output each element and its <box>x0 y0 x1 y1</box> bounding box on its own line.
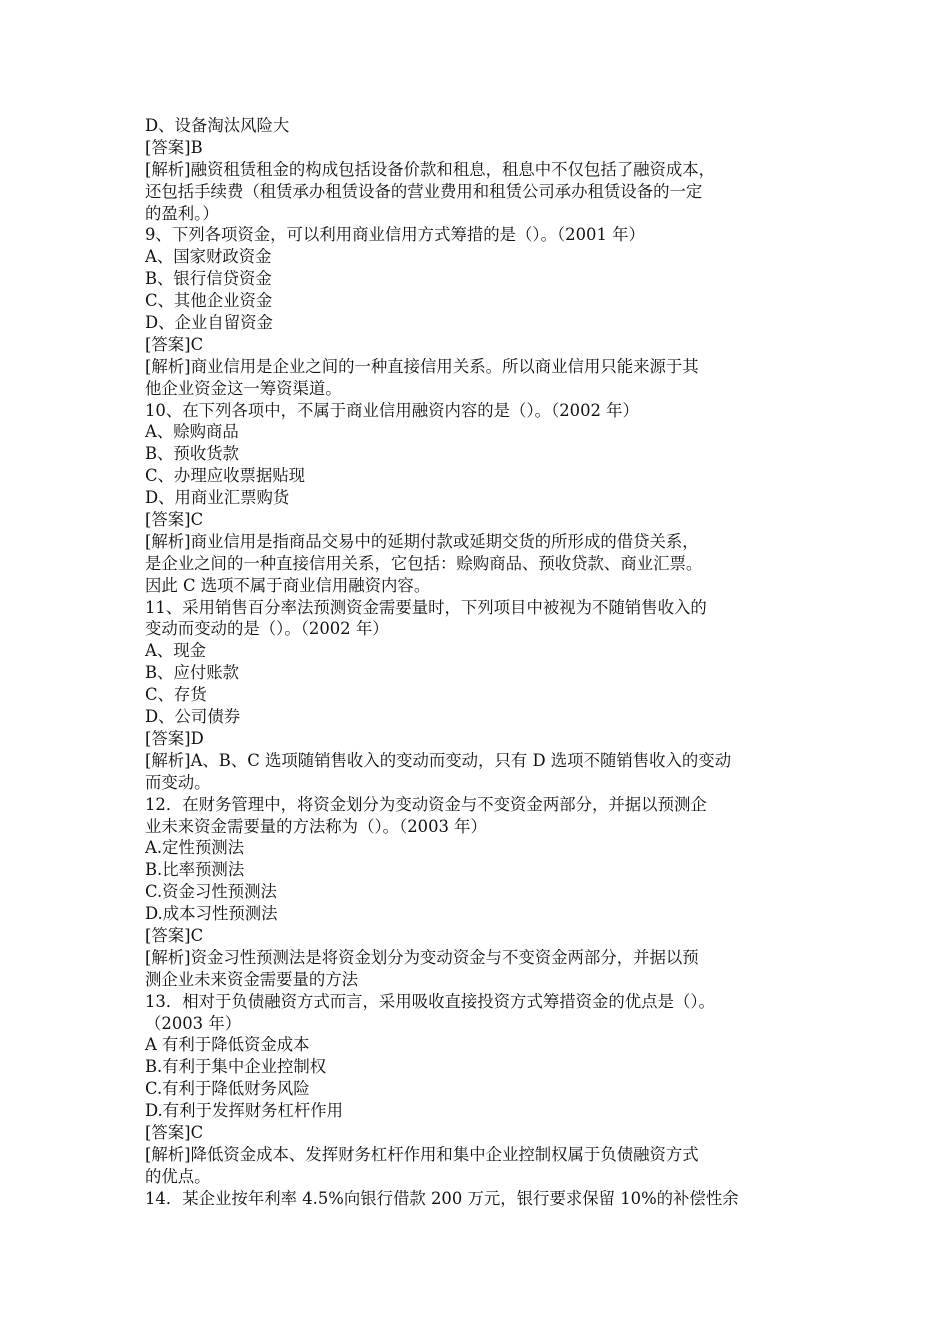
text-line: [解析]A、B、C 选项随销售收入的变动而变动，只有 D 选项不随销售收入的变动 <box>145 750 732 770</box>
text-line: 而变动。 <box>145 772 211 792</box>
text-line: B、银行信贷资金 <box>145 269 272 289</box>
text-line: [解析]融资租赁租金的构成包括设备价款和租息，租息中不仅包括了融资成本， <box>145 159 716 179</box>
text-line: D、用商业汇票购货 <box>145 488 290 508</box>
text-line: B、预收货款 <box>145 444 239 464</box>
text-line: [答案]C <box>145 925 204 945</box>
text-line: [解析]商业信用是企业之间的一种直接信用关系。所以商业信用只能来源于其 <box>145 356 699 376</box>
text-line: A 有利于降低资金成本 <box>145 1035 310 1055</box>
text-line: D.有利于发挥财务杠杆作用 <box>145 1101 344 1121</box>
text-line: [答案]C <box>145 1122 204 1142</box>
text-line: B.有利于集中企业控制权 <box>145 1057 327 1077</box>
text-line: C、办理应收票据贴现 <box>145 466 306 486</box>
text-line: A、现金 <box>145 641 207 661</box>
text-line: A.定性预测法 <box>145 838 244 858</box>
text-line: 的优点。 <box>145 1166 211 1186</box>
text-line: 测企业未来资金需要量的方法 <box>145 969 359 989</box>
text-line: [答案]D <box>145 728 204 748</box>
text-line: （2003 年） <box>145 1013 242 1033</box>
text-line: D、公司债券 <box>145 707 241 727</box>
text-line: C、存货 <box>145 685 207 705</box>
text-line: B、应付账款 <box>145 663 239 683</box>
text-line: 12．在财务管理中，将资金划分为变动资金与不变资金两部分，并据以预测企 <box>145 794 707 814</box>
text-line: D、企业自留资金 <box>145 313 273 333</box>
text-line: 14．某企业按年利率 4.5%向银行借款 200 万元，银行要求保留 10%的补偿性余 <box>145 1188 739 1208</box>
text-line: [答案]B <box>145 137 203 157</box>
text-line: B.比率预测法 <box>145 860 245 880</box>
text-line: [答案]C <box>145 334 204 354</box>
text-line: D、设备淘汰风险大 <box>145 116 290 135</box>
text-line: A、赊购商品 <box>145 422 239 442</box>
text-line: [解析]降低资金成本、发挥财务杠杆作用和集中企业控制权属于负债融资方式 <box>145 1144 699 1164</box>
text-line: 还包括手续费（租赁承办租赁设备的营业费用和租赁公司承办租赁设备的一定 <box>145 181 703 201</box>
text-line: 变动而变动的是（）。（2002 年） <box>145 619 389 639</box>
text-line: [解析]商业信用是指商品交易中的延期付款或延期交货的所形成的借贷关系， <box>145 531 699 551</box>
text-line: 11、采用销售百分率法预测资金需要量时，下列项目中被视为不随销售收入的 <box>145 597 707 617</box>
document-page <box>145 115 815 1210</box>
text-line: 他企业资金这一筹资渠道。 <box>145 378 342 398</box>
text-line: D.成本习性预测法 <box>145 904 278 924</box>
text-line: C、其他企业资金 <box>145 291 273 311</box>
text-line: [解析]资金习性预测法是将资金划分为变动资金与不变资金两部分，并据以预 <box>145 947 699 967</box>
text-line: 因此 C 选项不属于商业信用融资内容。 <box>145 575 431 595</box>
text-line: A、国家财政资金 <box>145 247 272 267</box>
text-line: 是企业之间的一种直接信用关系，它包括：赊购商品、预收贷款、商业汇票。 <box>145 553 703 573</box>
text-line: 13．相对于负债融资方式而言，采用吸收直接投资方式筹措资金的优点是（）。 <box>145 991 715 1011</box>
text-line: 的盈利。） <box>145 203 219 223</box>
text-line: 9、下列各项资金，可以利用商业信用方式筹措的是（）。（2001 年） <box>145 225 645 245</box>
text-line: C.资金习性预测法 <box>145 882 277 902</box>
text-line: C.有利于降低财务风险 <box>145 1079 310 1099</box>
text-line: [答案]C <box>145 510 204 530</box>
text-line: 业未来资金需要量的方法称为（）。（2003 年） <box>145 816 487 836</box>
text-line: 10、在下列各项中，不属于商业信用融资内容的是（）。（2002 年） <box>145 400 639 420</box>
